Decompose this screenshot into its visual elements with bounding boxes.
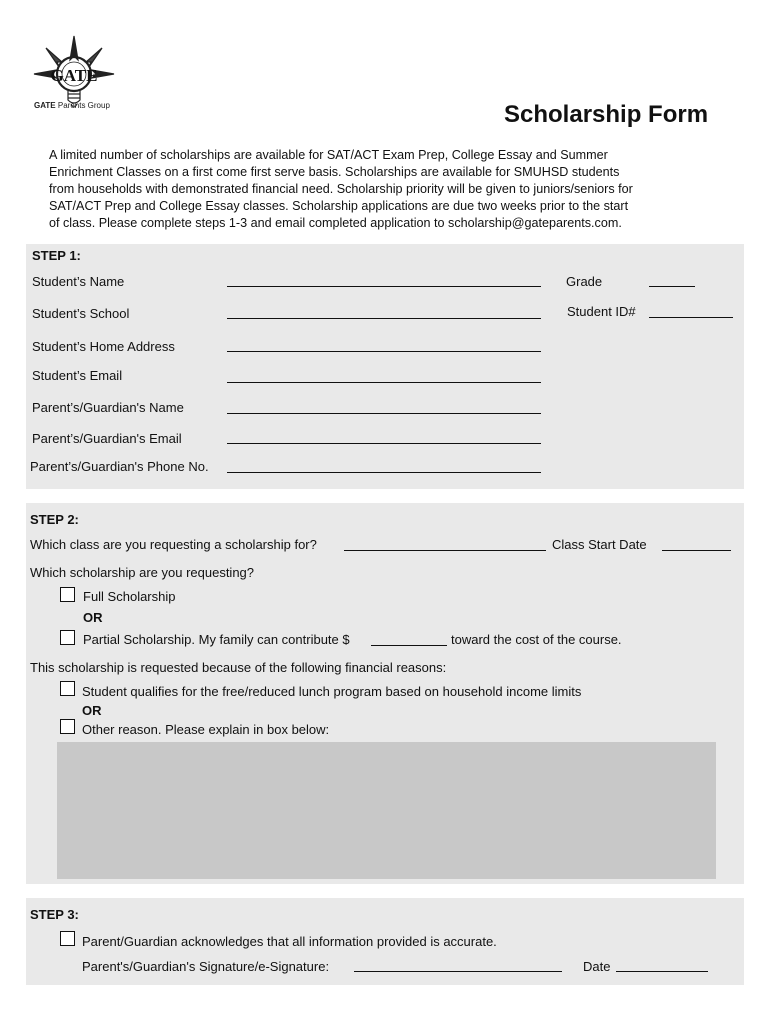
other-reason-checkbox[interactable] bbox=[60, 719, 75, 734]
class-start-date-field[interactable] bbox=[662, 550, 731, 551]
parent-phone-field[interactable] bbox=[227, 472, 541, 473]
reduced-lunch-label: Student qualifies for the free/reduced lunch program based on household income limits bbox=[82, 684, 582, 699]
page-title: Scholarship Form bbox=[504, 101, 709, 128]
parent-name-field[interactable] bbox=[227, 413, 541, 414]
parent-email-label: Parent’s/Guardian's Email bbox=[32, 431, 182, 446]
student-name-label: Student’s Name bbox=[32, 274, 125, 289]
intro-line: SAT/ACT Prep and College Essay classes. Scholarship applications are due two weeks prior to the start bbox=[49, 199, 629, 213]
parent-phone-label: Parent’s/Guardian's Phone No. bbox=[30, 459, 209, 474]
class-question-label: Which class are you requesting a scholarship for? bbox=[30, 537, 317, 552]
signature-field[interactable] bbox=[354, 971, 562, 972]
parent-email-field[interactable] bbox=[227, 443, 541, 444]
or-label: OR bbox=[83, 610, 103, 625]
class-start-date-label: Class Start Date bbox=[552, 537, 647, 552]
student-id-field[interactable] bbox=[649, 317, 733, 318]
home-address-field[interactable] bbox=[227, 351, 541, 352]
acknowledge-label: Parent/Guardian acknowledges that all information provided is accurate. bbox=[82, 934, 497, 949]
student-name-field[interactable] bbox=[227, 286, 541, 287]
other-reason-label: Other reason. Please explain in box below: bbox=[82, 722, 330, 737]
step1-section bbox=[26, 244, 744, 489]
student-school-field[interactable] bbox=[227, 318, 541, 319]
partial-scholarship-label: Partial Scholarship. My family can contribute $ bbox=[83, 632, 350, 647]
student-email-field[interactable] bbox=[227, 382, 541, 383]
partial-scholarship-suffix: toward the cost of the course. bbox=[451, 632, 622, 647]
student-email-label: Student’s Email bbox=[32, 368, 123, 383]
full-scholarship-checkbox[interactable] bbox=[60, 587, 75, 602]
acknowledge-checkbox[interactable] bbox=[60, 931, 75, 946]
reduced-lunch-checkbox[interactable] bbox=[60, 681, 75, 696]
or-label: OR bbox=[82, 703, 102, 718]
step3-heading: STEP 3: bbox=[30, 907, 79, 922]
step2-heading: STEP 2: bbox=[30, 512, 79, 527]
student-id-label: Student ID# bbox=[567, 304, 636, 319]
intro-paragraph bbox=[49, 147, 709, 232]
home-address-label: Student’s Home Address bbox=[32, 339, 175, 354]
full-scholarship-label: Full Scholarship bbox=[83, 589, 176, 604]
intro-line: A limited number of scholarships are available for SAT/ACT Exam Prep, College Essay and Summer bbox=[49, 148, 608, 162]
date-field[interactable] bbox=[616, 971, 708, 972]
contribution-amount-field[interactable] bbox=[371, 645, 447, 646]
intro-line: from households with demonstrated financial need. Scholarship priority will be given to juniors/seniors for bbox=[49, 182, 633, 196]
partial-scholarship-checkbox[interactable] bbox=[60, 630, 75, 645]
svg-text:GATE: GATE bbox=[50, 66, 98, 85]
class-field[interactable] bbox=[344, 550, 546, 551]
scholarship-question-label: Which scholarship are you requesting? bbox=[30, 565, 255, 580]
reasons-intro-label: This scholarship is requested because of the following financial reasons: bbox=[30, 660, 447, 675]
intro-line: Enrichment Classes on a first come first serve basis. Scholarships are available for SMUHSD students bbox=[49, 165, 620, 179]
explanation-textbox[interactable] bbox=[57, 742, 716, 879]
grade-label: Grade bbox=[566, 274, 603, 289]
compass-logo-icon bbox=[28, 34, 120, 130]
signature-label: Parent's/Guardian's Signature/e-Signature: bbox=[82, 959, 330, 974]
logo-caption: GATE Parents Group bbox=[34, 101, 110, 110]
date-label: Date bbox=[583, 959, 611, 974]
student-school-label: Student’s School bbox=[32, 306, 130, 321]
grade-field[interactable] bbox=[649, 286, 695, 287]
intro-line: of class. Please complete steps 1-3 and email completed application to scholarship@gateparents.com. bbox=[49, 216, 622, 230]
parent-name-label: Parent’s/Guardian's Name bbox=[32, 400, 184, 415]
step1-heading: STEP 1: bbox=[32, 248, 81, 263]
